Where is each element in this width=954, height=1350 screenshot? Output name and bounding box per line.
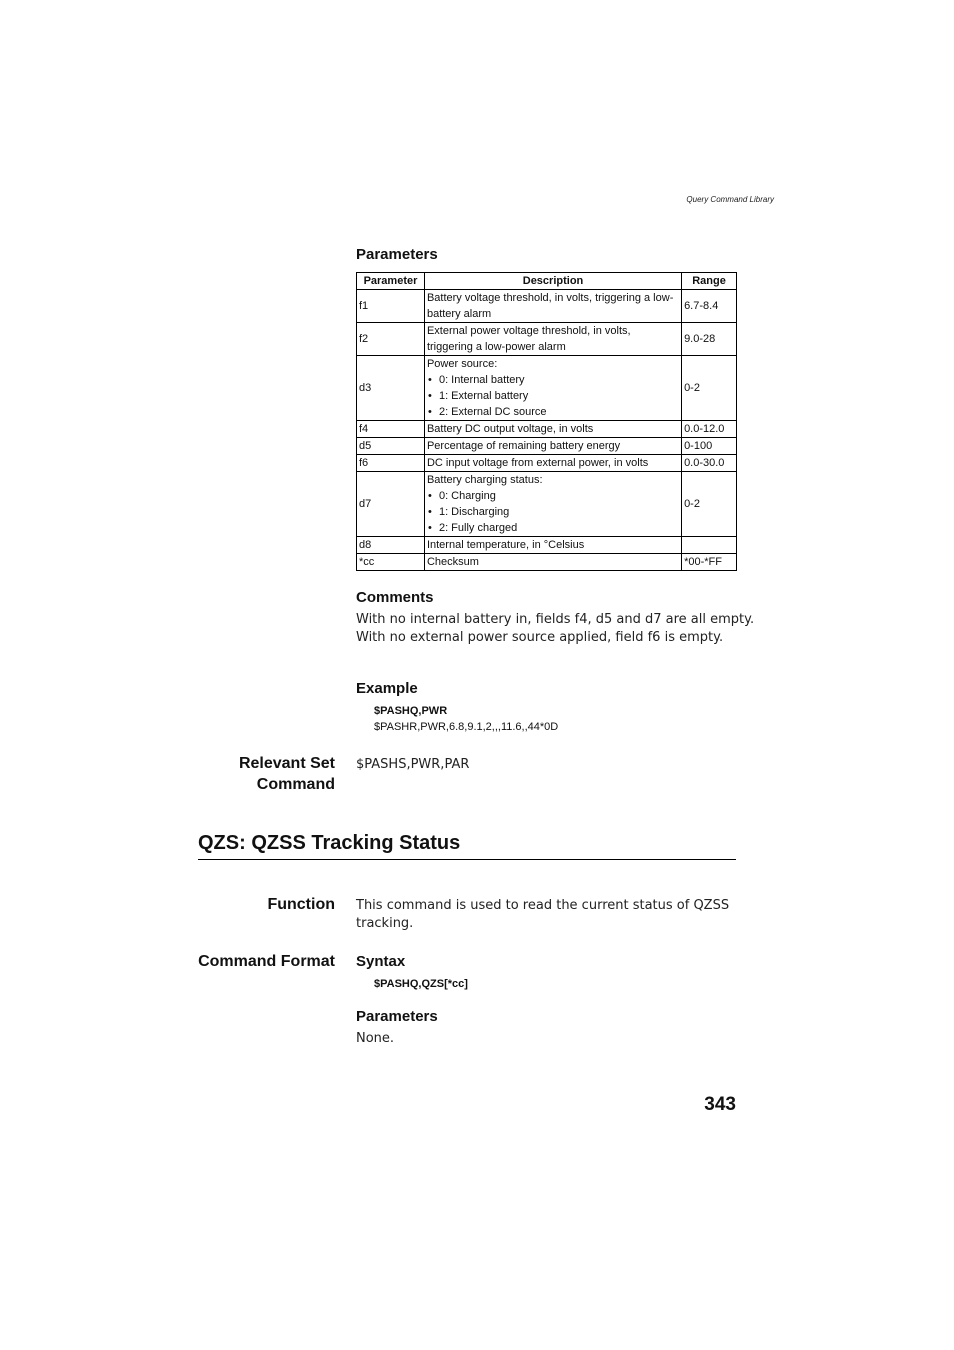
example-reply: $PASHR,PWR,6.8,9.1,2,,,11.6,,44*0D	[374, 721, 559, 733]
format-parameters-value: None.	[356, 1031, 395, 1046]
desc-cell: Percentage of remaining battery energy	[424, 438, 681, 455]
list-item: • 1: External battery	[427, 388, 679, 404]
desc-cell	[424, 472, 681, 537]
table-row	[357, 356, 737, 421]
desc-intro: Power source:	[426, 358, 498, 370]
parameters-table	[356, 272, 737, 571]
example-query: $PASHQ,PWR	[374, 705, 448, 717]
table-header-row	[357, 273, 737, 290]
table-row	[357, 537, 737, 554]
param-cell: d8	[357, 537, 425, 554]
list-item: • 0: Internal battery	[427, 372, 679, 388]
section-title: QZS: QZSS Tracking Status	[198, 832, 736, 860]
param-cell: f4	[357, 421, 425, 438]
header-description: Description	[424, 273, 681, 290]
header-range: Range	[682, 273, 737, 290]
range-cell: 0-2	[682, 356, 737, 421]
param-cell: f1	[357, 290, 425, 323]
comments-line-2: With no external power source applied, field f6 is empty.	[356, 630, 724, 645]
desc-cell: Checksum	[424, 554, 681, 571]
comments-text	[356, 611, 756, 647]
range-cell: 0.0-12.0	[682, 421, 737, 438]
table-row	[357, 455, 737, 472]
running-header: Query Command Library	[686, 195, 774, 204]
param-cell: *cc	[357, 554, 425, 571]
range-cell: 0.0-30.0	[682, 455, 737, 472]
example-heading: Example	[356, 680, 418, 697]
desc-cell	[424, 356, 681, 421]
table-row	[357, 554, 737, 571]
syntax-value: $PASHQ,QZS[*cc]	[374, 978, 468, 990]
list-item: • 0: Charging	[427, 488, 679, 504]
command-format-label: Command Format	[198, 953, 335, 970]
list-item: • 2: Fully charged	[427, 520, 679, 536]
param-cell: f6	[357, 455, 425, 472]
table-row	[357, 323, 737, 356]
list-item: • 2: External DC source	[427, 404, 679, 420]
desc-cell: External power voltage threshold, in volts, triggering a low-power alarm	[424, 323, 681, 356]
desc-intro: Battery charging status:	[426, 474, 543, 486]
param-cell: d7	[357, 472, 425, 537]
comments-line-1: With no internal battery in, fields f4, d5 and d7 are all empty.	[356, 612, 755, 627]
range-cell: 0-2	[682, 472, 737, 537]
param-cell: d5	[357, 438, 425, 455]
range-cell	[682, 537, 737, 554]
range-cell: 9.0-28	[682, 323, 737, 356]
table-row	[357, 472, 737, 537]
relevant-set-command-value: $PASHS,PWR,PAR	[356, 757, 470, 772]
page-number: 343	[704, 1094, 736, 1115]
function-line-2: tracking.	[356, 916, 414, 931]
function-line-1: This command is used to read the current status of QZSS	[356, 898, 730, 913]
range-cell: *00-*FF	[682, 554, 737, 571]
relevant-set-label-line-2: Command	[256, 776, 335, 793]
parameters-heading: Parameters	[356, 246, 438, 263]
desc-list	[427, 488, 679, 536]
function-text	[356, 897, 746, 933]
syntax-heading: Syntax	[356, 953, 406, 970]
desc-cell: Internal temperature, in °Celsius	[424, 537, 681, 554]
comments-heading: Comments	[356, 589, 434, 606]
range-cell: 0-100	[682, 438, 737, 455]
desc-cell: Battery DC output voltage, in volts	[424, 421, 681, 438]
table-row	[357, 290, 737, 323]
list-item: • 1: Discharging	[427, 504, 679, 520]
desc-list	[427, 372, 679, 420]
relevant-set-command-label	[195, 753, 335, 795]
param-cell: d3	[357, 356, 425, 421]
range-cell: 6.7-8.4	[682, 290, 737, 323]
relevant-set-label-line-1: Relevant Set	[238, 755, 335, 772]
desc-cell: Battery voltage threshold, in volts, triggering a low-battery alarm	[424, 290, 681, 323]
table-row	[357, 421, 737, 438]
desc-cell: DC input voltage from external power, in volts	[424, 455, 681, 472]
function-label: Function	[267, 896, 335, 913]
header-parameter: Parameter	[357, 273, 425, 290]
format-parameters-heading: Parameters	[356, 1008, 438, 1025]
table-row	[357, 438, 737, 455]
param-cell: f2	[357, 323, 425, 356]
